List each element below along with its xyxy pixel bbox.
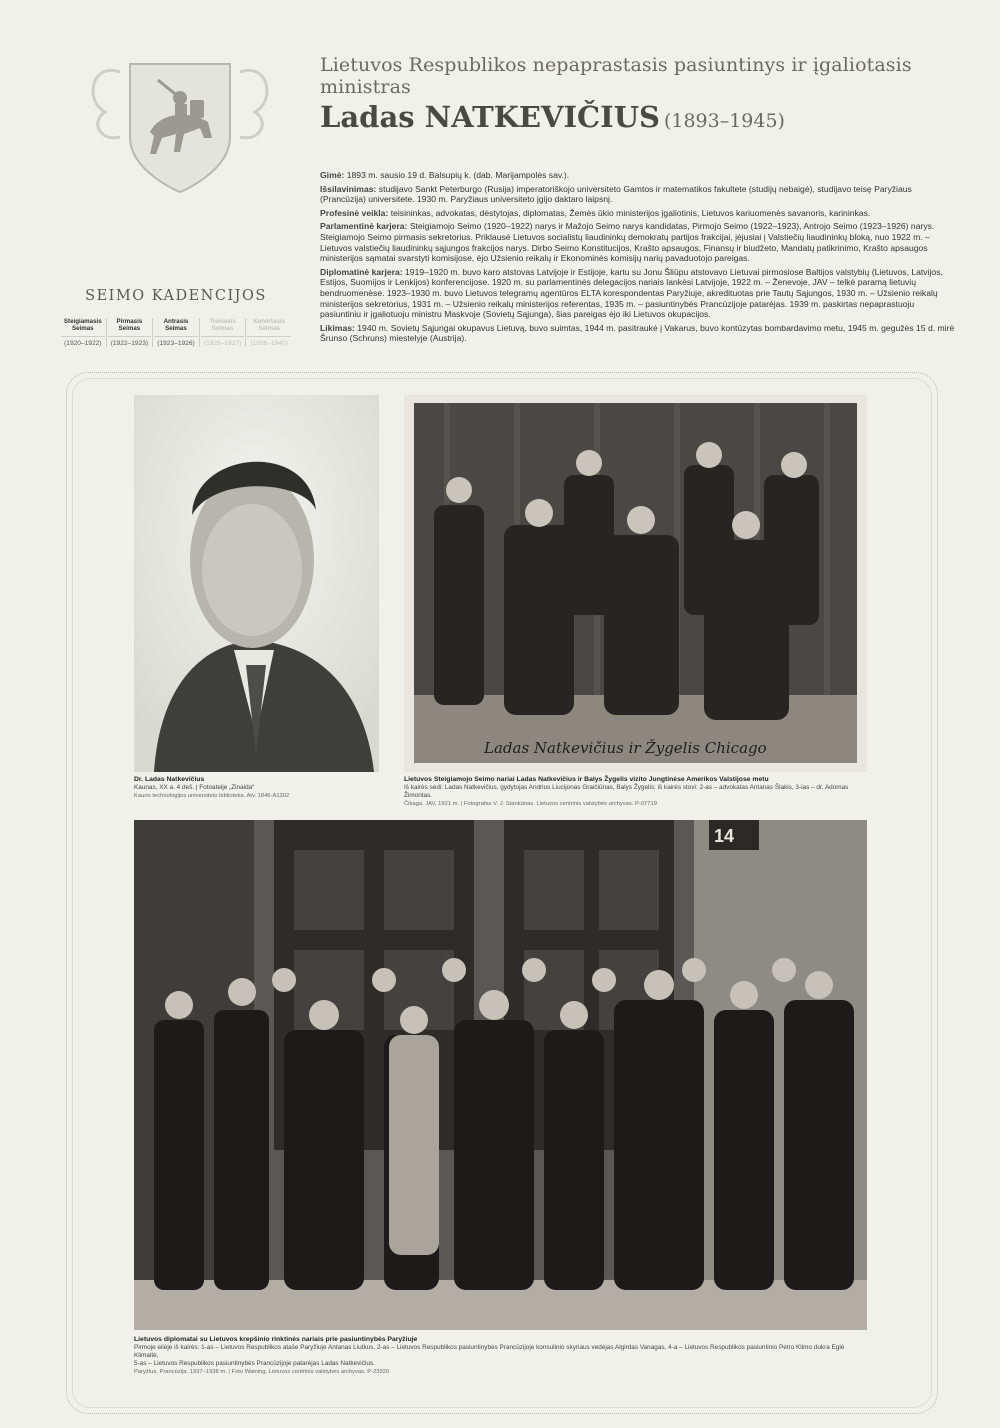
caption-chicago (404, 776, 874, 808)
title-line (320, 100, 960, 134)
group-photo-paris (134, 820, 867, 1330)
term-name (108, 318, 152, 334)
bio-label: Diplomatinė karjera: (320, 266, 403, 277)
term-years: (1922–1923) (108, 336, 152, 347)
term-years: (1936–1940) (247, 336, 291, 347)
term-name-line: Seimas (118, 325, 141, 333)
term-item (153, 318, 200, 347)
term-years: (1923–1926) (154, 336, 198, 347)
house-number: 14 (714, 826, 735, 846)
bio-label: Išsilavinimas: (320, 183, 377, 194)
page-title: Ladas NATKEVIČIUS (320, 100, 660, 134)
term-name-line: Antrasis (163, 318, 189, 325)
term-item (246, 318, 292, 347)
bio-label: Likimas: (320, 322, 355, 333)
seimo-terms (60, 288, 292, 347)
biography (320, 170, 956, 347)
term-years: (1920–1922) (61, 336, 105, 347)
bio-paragraph (320, 221, 956, 263)
term-name-line: Seimas (71, 325, 94, 333)
caption-line: 5-as – Lietuvos Respublikos pasiuntinybės Prancūzijoje patarėjas Ladas Natkevičius. (134, 1360, 375, 1367)
caption-title: Lietuvos Steigiamojo Seimo nariai Ladas Natkevičius ir Balys Žygelis vizito Jungtinėse Amerikos Valstijose metu (404, 776, 769, 783)
bio-text: teisininkas, advokatas, dėstytojas, diplomatas, Žemės ūkio ministerijos įgaliotinis, Lietuvos kariuomenės savanoris, karininkas. (390, 207, 871, 218)
page-subtitle: Lietuvos Respublikos nepaprastasis pasiuntinys ir įgaliotasis ministras (320, 54, 912, 98)
caption-source: Kauno technologijos universiteto biblioteka. Atv. 1846-A1302 (134, 793, 290, 799)
caption-title: Lietuvos diplomatai su Lietuvos krepšinio rinktinės nariais prie pasiuntinybės Paryžiuje (134, 1336, 418, 1343)
term-name-line: Seimas (211, 325, 234, 333)
term-item (107, 318, 154, 347)
caption-title: Dr. Ladas Natkevičius (134, 776, 205, 783)
caption-source: Čikaga, JAV, 1921 m. | Fotografas V. J. Stankūnas. Lietuvos centrinis valstybės archyvas. P-07719 (404, 801, 657, 807)
term-name (61, 318, 105, 334)
bio-text: 1893 m. sausio 19 d. Balsupių k. (dab. Marijampolės sav.). (346, 170, 570, 180)
header (320, 54, 960, 134)
term-name (201, 318, 245, 334)
photo-inscription: Ladas Natkevičius ir Žygelis Chicago (484, 739, 767, 757)
term-name-line: Ketvirtasis (253, 318, 285, 325)
portrait-photo (134, 395, 379, 772)
term-name-line: Seimas (165, 325, 187, 333)
bio-paragraph (320, 323, 956, 344)
caption-line: Kaunas, XX a. 4 deš. | Fotoatelje „Zinaida“ (134, 784, 255, 791)
bio-text: Steigiamojo Seimo (1920–1922) narys ir Mažojo Seimo narys kandidatas, Pirmojo Seimo (1922–1923), Antrojo Seimo (1923–1926) narys. Steigiamojo Seimo pirmasis sekretorius. Priklausė Lietuvos socialistų liaudininkų demokratų partijos frakcijai, įėjusiai į Valstiečių liaudininkų bloką, nuo 1922 m. – Lietuvos valstiečių liaudininkų sąjungos frakcijos narys. Dirbo Seimo Konstitucijos, Krašto apsaugos, Finansų ir biudžeto, Mandatų patikrinimo, Krašto apsaugos ministerijos sąmatai svarstyti komisijose, ėjo Užsienio reikalų ir Ekonominės komisijų narių pavaduotojo pareigas. (320, 221, 935, 264)
term-years: (1926–1927) (201, 336, 245, 347)
bio-paragraph (320, 170, 956, 181)
bio-text: studijavo Sankt Peterburgo (Rusija) imperatoriškojo universiteto Gamtos ir matematikos fakultete (studijų nebaigė), studijavo teisę Paryžiaus (Prancūzija) universitete. 1930 m. Paryžiaus universiteto įgijo daktaro laipsnį. (320, 183, 912, 205)
term-item (60, 318, 107, 347)
bio-text: 1940 m. Sovietų Sąjungai okupavus Lietuvą, buvo suimtas, 1944 m. pasitraukė į Vakarus, buvo kontūzytas bombardavimo metu, 1945 m. gegužės 15 d. mirė Šrunso (Schruns) miestelyje (Austrija). (320, 322, 955, 344)
term-name (247, 318, 291, 334)
term-item (200, 318, 247, 347)
term-name (154, 318, 198, 334)
vytis-emblem (80, 42, 280, 202)
caption-line: Pirmoje eilėje iš kairės: 1-as – Lietuvos Respublikos ataše Paryžiuje Antanas Liutkus, 2-as – Lietuvos Respublikos pasiuntinybės Prancūzijoje konsulinio skyriaus vedėjas Algirdas Vanagas, 4-a – Lietuvos Respublikos pasiuntinio Petro Klimo dukra Eglė Klimaitė, (134, 1344, 845, 1359)
bio-text: 1919–1920 m. buvo karo atstovas Latvijoje ir Estijoje, kartu su Jonu Šliūpu atstovavo Lietuvai pirmosiose Baltijos valstybių (Lietuvos, Latvijos, Estijos, Suomijos ir Lenkijos) konferencijose. 1920 m. su parlamentinės delegacijos nariais lankėsi Latvijoje, 1922 m. – Ženevoje, JAV – telkė paramą lietuvių bendruomenėse. 1923–1930 m. buvo Lietuvos telegramų agentūros ELTA korespondentas Paryžiuje, akredituotas prie Tautų Sąjungos, 1930 m. – Užsienio reikalų ministerijos sekretorius, 1931 m. – Užsienio reikalų ministerijos referentas, 1935 m. – pasiuntinybės Prancūzijoje patarėjas. 1939 m. paskirtas nepaprastuoju pasiuntiniu ir įgaliotuoju ministru Maskvoje (Sovietų Sąjunga), šias pareigas ėjo iki Lietuvos okupacijos. (320, 266, 943, 320)
terms-row (60, 318, 292, 347)
term-name-line: Seimas (258, 325, 280, 333)
bio-label: Gimė: (320, 170, 345, 180)
bio-label: Profesinė veikla: (320, 207, 389, 218)
life-years: (1893–1945) (663, 110, 785, 132)
caption-source: Paryžius, Prancūzija, 1937–1938 m. | Foto Waining. Lietuvos centrinis valstybės archyvas. P-23920 (134, 1369, 390, 1375)
caption-paris (134, 1336, 867, 1376)
caption-line: Iš kairės sėdi: Ladas Natkevičius, gydytojas Andrius Liucijonas Graičiūnas, Balys Žygelis; iš kairės stovi: 2-as – advokatas Antanas Šlakis, 3-ias – dr. Adomas Žimontas. (404, 784, 849, 799)
bio-paragraph (320, 267, 956, 320)
group-photo-chicago (404, 395, 867, 772)
term-name-line: Trečiasis (209, 318, 236, 325)
seimo-terms-title: SEIMO KADENCIJOS (85, 288, 267, 304)
bio-paragraph (320, 184, 956, 205)
bio-label: Parlamentinė karjera: (320, 221, 408, 232)
term-name-line: Pirmasis (116, 318, 143, 325)
caption-portrait (134, 776, 379, 800)
bio-paragraph (320, 208, 956, 219)
term-name-line: Steigiamasis (63, 318, 102, 325)
